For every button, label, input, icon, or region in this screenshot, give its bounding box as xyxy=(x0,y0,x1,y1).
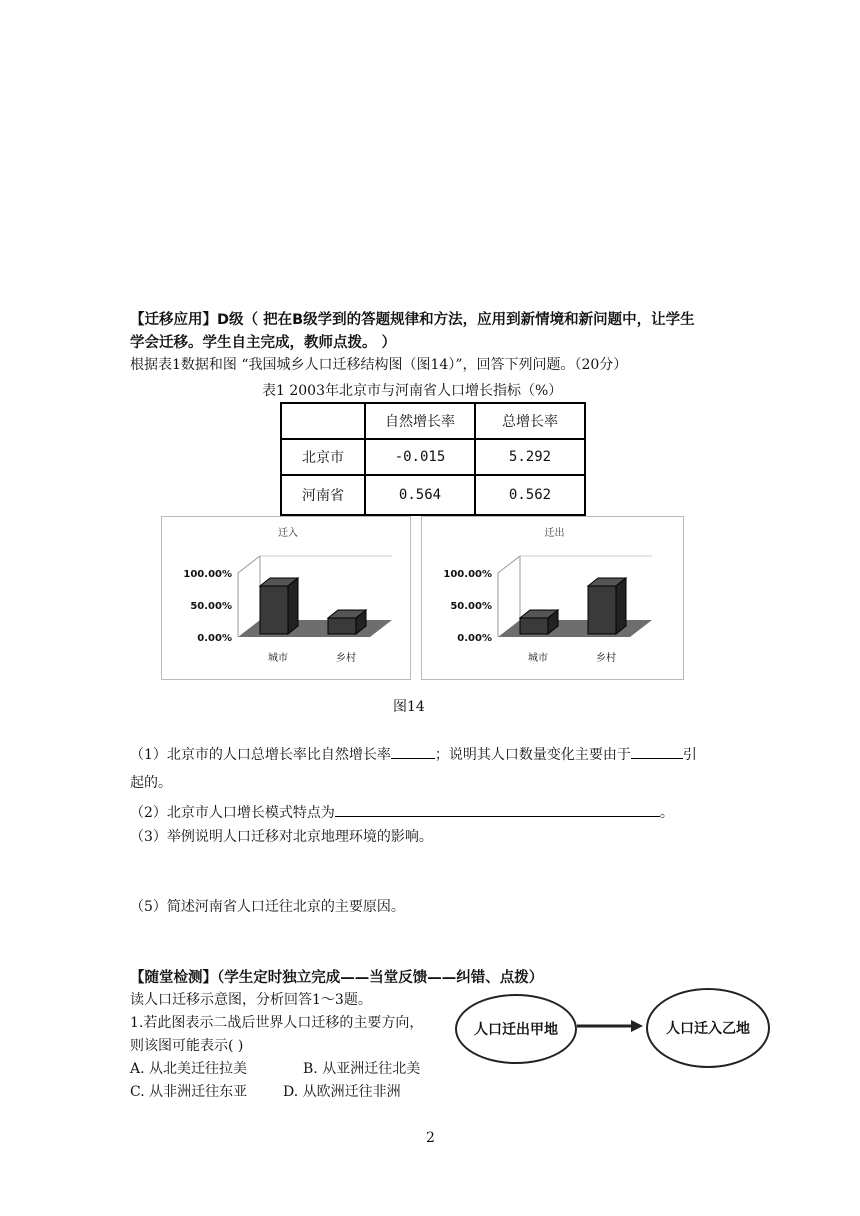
question-1 xyxy=(130,744,697,764)
section-d-heading-line2: 学会迁移。学生自主完成，教师点拨。 ） xyxy=(130,335,397,351)
option-a: A. 从北美迁往拉美 xyxy=(130,1061,248,1077)
q1-text-a: （1）北京市的人口总增长率比自然增长率 xyxy=(130,747,391,763)
y-tick-label: 50.00% xyxy=(450,601,492,612)
origin-ellipse xyxy=(455,994,577,1064)
destination-label: 人口迁入乙地 xyxy=(666,1021,750,1037)
test-intro: 读人口迁移示意图，分析回答1～3题。 xyxy=(130,992,372,1008)
option-d: D. 从欧洲迁往非洲 xyxy=(283,1084,401,1100)
arrow-right-icon xyxy=(575,1018,645,1034)
table-row xyxy=(281,439,585,475)
destination-ellipse xyxy=(646,988,770,1068)
bar-chart-out xyxy=(422,517,683,679)
bar xyxy=(520,618,548,634)
table-cell: 0.564 xyxy=(365,475,475,515)
x-tick-label: 城市 xyxy=(528,653,548,664)
table-cell: 0.562 xyxy=(475,475,585,515)
bar xyxy=(588,586,616,634)
table-caption: 表1 2003年北京市与河南省人口增长指标（%） xyxy=(262,383,563,399)
answer-blank[interactable] xyxy=(631,744,683,759)
bar-side xyxy=(616,578,626,634)
origin-label: 人口迁出甲地 xyxy=(474,1022,558,1038)
y-tick-label: 0.00% xyxy=(197,633,232,644)
test-question-1: 1.若此图表示二战后世界人口迁移的主要方向， xyxy=(130,1015,424,1031)
answer-blank[interactable] xyxy=(335,802,660,817)
chart-title: 迁出 xyxy=(544,528,565,539)
y-tick-label: 50.00% xyxy=(190,601,232,612)
y-tick-label: 100.00% xyxy=(183,569,232,580)
table-header-cell xyxy=(281,403,365,439)
page-number: 2 xyxy=(426,1130,435,1146)
question-2 xyxy=(130,802,674,822)
q2-text: （2）北京市人口增长模式特点为 xyxy=(130,805,335,821)
chart-panel-out xyxy=(421,516,684,680)
question-5: （5）简述河南省人口迁往北京的主要原因。 xyxy=(130,899,405,915)
option-c: C. 从非洲迁往东亚 xyxy=(130,1084,248,1100)
x-tick-label: 乡村 xyxy=(336,653,356,664)
section-d-intro: 根据表1数据和图 “我国城乡人口迁移结构图（图14）”，回答下列问题。（20分） xyxy=(130,357,628,373)
answer-blank[interactable] xyxy=(391,744,435,759)
test-heading: 【随堂检测】（学生定时独立完成——当堂反馈——纠错、点拨） xyxy=(130,970,544,986)
table-cell: 河南省 xyxy=(281,475,365,515)
table-row xyxy=(281,475,585,515)
question-3: （3）举例说明人口迁移对北京地理环境的影响。 xyxy=(130,829,433,845)
x-tick-label: 乡村 xyxy=(596,653,616,664)
table-cell: 5.292 xyxy=(475,439,585,475)
chart-title: 迁入 xyxy=(278,528,298,539)
q1-text-c: 引 xyxy=(682,747,697,763)
bar xyxy=(328,618,356,634)
data-table xyxy=(280,402,586,516)
question-1-cont: 起的。 xyxy=(130,775,172,791)
bar-chart-in xyxy=(162,517,410,679)
table-header-row xyxy=(281,403,585,439)
q2-end: 。 xyxy=(659,805,674,821)
table-header-cell: 总增长率 xyxy=(475,403,585,439)
table-cell: -0.015 xyxy=(365,439,475,475)
figure-caption: 图14 xyxy=(393,699,425,715)
y-tick-label: 0.00% xyxy=(457,633,492,644)
bar xyxy=(260,586,288,634)
table-cell: 北京市 xyxy=(281,439,365,475)
x-tick-label: 城市 xyxy=(268,653,288,664)
section-d-heading: 【迁移应用】D级（ 把在B级学到的答题规律和方法，应用到新情境和新问题中，让学生 xyxy=(130,312,695,328)
y-tick-label: 100.00% xyxy=(443,569,492,580)
test-question-1-cont: 则该图可能表示( ) xyxy=(130,1038,244,1054)
bar-side xyxy=(288,578,298,634)
option-b: B. 从亚洲迁往北美 xyxy=(303,1061,421,1077)
table-header-cell: 自然增长率 xyxy=(365,403,475,439)
q1-text-b: ；说明其人口数量变化主要由于 xyxy=(434,747,631,763)
chart-panel-in xyxy=(161,516,411,680)
